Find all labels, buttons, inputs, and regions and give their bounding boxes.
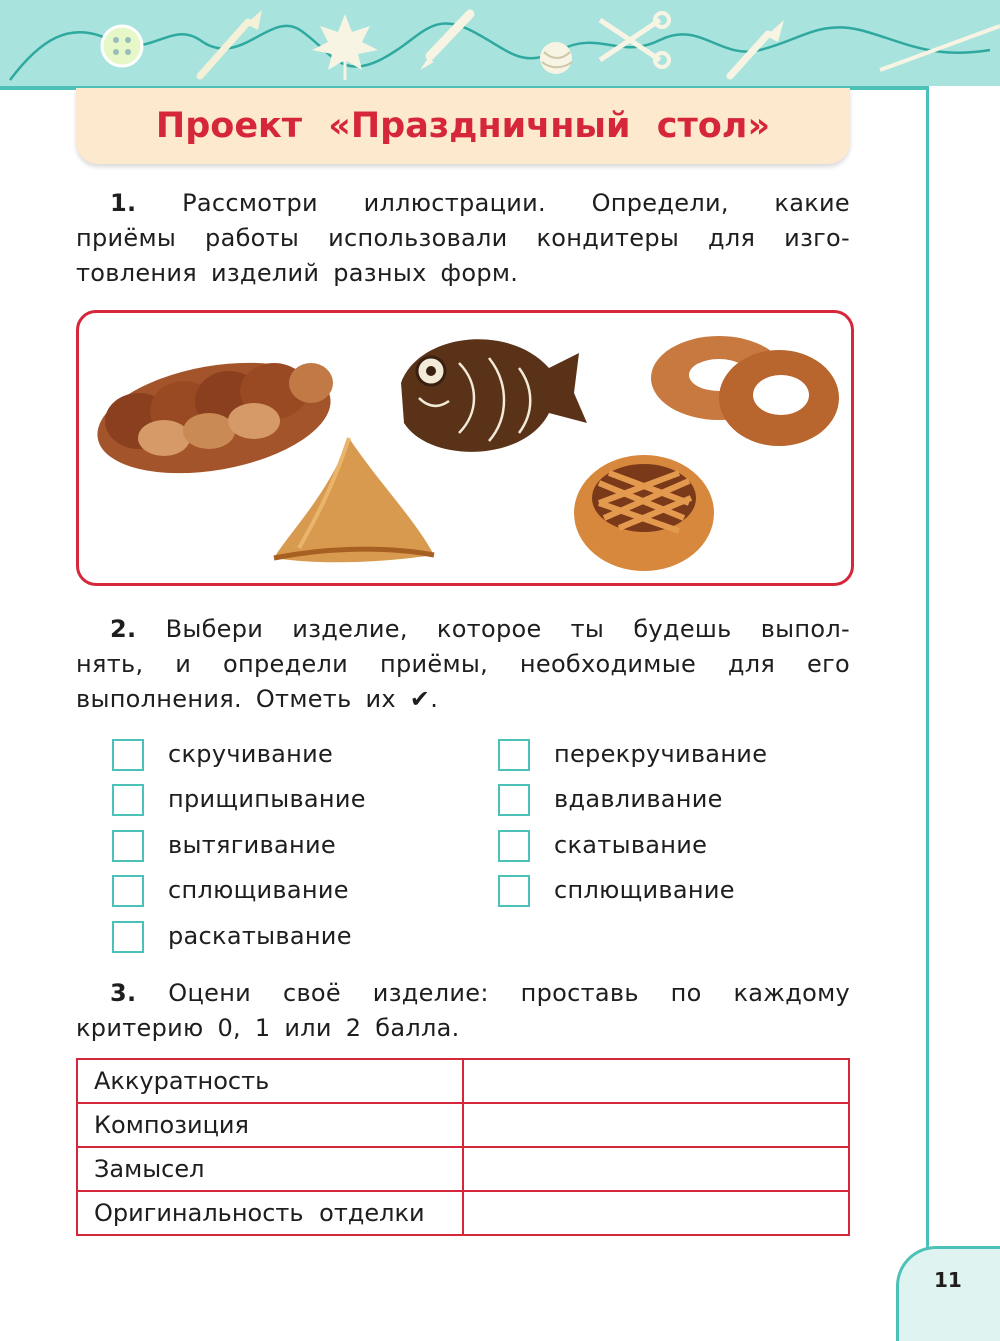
checkbox-label: перекручивание — [554, 740, 768, 768]
criteria-table — [76, 1058, 850, 1236]
yarn-ball-icon — [540, 42, 572, 74]
table-row — [77, 1103, 849, 1147]
criterion-label: Композиция — [77, 1103, 463, 1147]
pirozhok-pastry-image — [274, 438, 434, 562]
task-3 — [76, 976, 850, 1046]
braided-bread-image — [89, 346, 339, 489]
score-cell[interactable] — [463, 1103, 849, 1147]
checkbox-pressing[interactable] — [498, 784, 530, 816]
brush-icon — [200, 10, 262, 76]
page-number: 11 — [934, 1268, 962, 1292]
task-2-number: 2. — [110, 615, 137, 643]
needle-icon — [880, 26, 1000, 70]
header-decor-band — [0, 0, 1000, 90]
task-3-line: 3. Оцени своё изделие: проставь по каждому — [110, 979, 850, 1007]
task-1-line: товления изделий разных форм. — [76, 259, 519, 287]
task-1 — [76, 186, 850, 291]
craft-tools-decoration — [0, 0, 1000, 86]
task-2-line: нять, и определи приёмы, необходимые для его — [76, 650, 850, 678]
maple-leaf-icon — [312, 14, 378, 80]
task-3-line: критерию 0, 1 или 2 балла. — [76, 1014, 460, 1042]
score-cell[interactable] — [463, 1147, 849, 1191]
fish-gingerbread-image — [401, 339, 587, 452]
check-mark-icon: ✔ — [409, 685, 431, 713]
checkbox-rolling-out[interactable] — [112, 921, 144, 953]
task-2-line: выполнения. Отметь их ✔. — [76, 685, 439, 713]
checkbox-pinching[interactable] — [112, 784, 144, 816]
checkbox-label: вытягивание — [168, 831, 336, 859]
table-row — [77, 1059, 849, 1103]
task-1-number: 1. — [110, 189, 137, 217]
bagels-image — [651, 336, 839, 446]
table-row — [77, 1191, 849, 1235]
checkbox-label: раскатывание — [168, 922, 352, 950]
title-banner — [76, 88, 850, 164]
task-3-number: 3. — [110, 979, 137, 1007]
task-2 — [76, 612, 850, 717]
criterion-label: Оригинальность отделки — [77, 1191, 463, 1235]
page-title: Проект «Праздничный стол» — [155, 106, 771, 146]
page-margin-column — [926, 86, 1000, 1338]
illustration-frame — [76, 310, 854, 586]
button-icon — [102, 26, 142, 66]
checkbox-label: вдавливание — [554, 785, 723, 813]
checkbox-label: сплющивание — [554, 876, 735, 904]
checkbox-rolling[interactable] — [498, 830, 530, 862]
paintbrush-icon — [730, 20, 784, 76]
score-cell[interactable] — [463, 1191, 849, 1235]
criterion-label: Аккуратность — [77, 1059, 463, 1103]
task-2-line: 2. Выбери изделие, которое ты будешь выпол- — [110, 615, 850, 643]
checkbox-twisting[interactable] — [112, 739, 144, 771]
task-1-line: приёмы работы использовали кондитеры для изго- — [76, 224, 850, 252]
checkbox-label: скручивание — [168, 740, 334, 768]
table-row — [77, 1147, 849, 1191]
task-1-line: 1. Рассмотри иллюстрации. Определи, какие — [110, 189, 850, 217]
checkbox-flattening-2[interactable] — [498, 875, 530, 907]
pastry-illustrations — [79, 313, 851, 583]
checkbox-label: прищипывание — [168, 785, 366, 813]
checkbox-stretching[interactable] — [112, 830, 144, 862]
criterion-label: Замысел — [77, 1147, 463, 1191]
lattice-pie-image — [574, 455, 714, 571]
page-number-tab — [896, 1246, 1000, 1341]
score-cell[interactable] — [463, 1059, 849, 1103]
checkbox-label: скатывание — [554, 831, 708, 859]
checkbox-label: сплющивание — [168, 876, 349, 904]
checkbox-over-twisting[interactable] — [498, 739, 530, 771]
checkbox-flattening[interactable] — [112, 875, 144, 907]
